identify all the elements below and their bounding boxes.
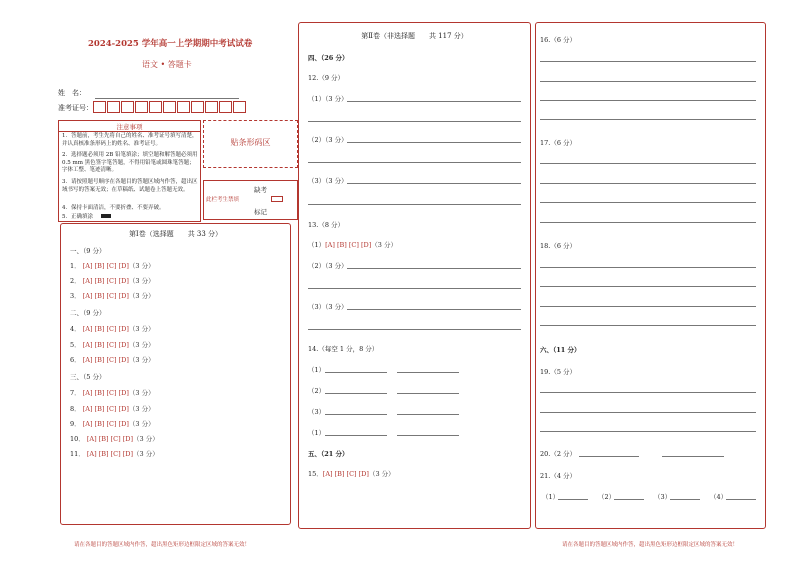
answer-line[interactable] — [540, 61, 756, 62]
sub-question-label: （3）（3 分） — [308, 177, 348, 185]
options[interactable]: [A] [B] [C] [D] — [82, 341, 129, 349]
notice-item: 1．答题前，考生先将自己的姓名、准考证号填写清楚，并认真核准条形码上的姓名、准考证号。 — [62, 133, 198, 147]
absent-top: 缺考 — [254, 186, 267, 194]
question-label: 16.（6 分） — [540, 36, 577, 44]
answer-line[interactable] — [540, 306, 756, 307]
q-num: 7． — [70, 389, 81, 397]
answer-line[interactable] — [540, 163, 756, 164]
question-label: 19.（5 分） — [540, 368, 577, 376]
answer-line[interactable] — [540, 183, 756, 184]
barcode-area — [203, 120, 298, 168]
score: （3 分） — [128, 405, 155, 413]
sub-question-label: （3） — [654, 493, 672, 501]
section-heading: 三、（5 分） — [70, 373, 106, 381]
id-box[interactable] — [121, 101, 134, 113]
answer-line[interactable] — [308, 329, 521, 330]
options[interactable]: [A] [B] [C] [D] — [82, 405, 129, 413]
part1-panel — [60, 223, 291, 525]
question-row[interactable] — [70, 291, 155, 300]
q-num: 10． — [70, 435, 85, 443]
sub-question-label: （2）（3 分） — [308, 136, 348, 144]
q-num: 6． — [70, 356, 81, 364]
question-row[interactable] — [70, 404, 155, 413]
options[interactable]: [A] [B] [C] [D] — [86, 450, 134, 458]
options[interactable]: [A] [B] [C] [D] — [86, 435, 134, 443]
notice-item: 4．保持卡面清洁，不要折叠、不要弄破。 — [62, 205, 165, 211]
id-box[interactable] — [177, 101, 190, 113]
sub-question-label: （4） — [710, 493, 728, 501]
question-label: 20.（2 分） — [540, 450, 577, 458]
q-num: 15． — [308, 470, 323, 478]
answer-line[interactable] — [540, 325, 756, 326]
score: （3 分） — [128, 277, 155, 285]
id-box[interactable] — [233, 101, 246, 113]
absent-label: 此栏考生禁填 — [206, 197, 240, 203]
answer-line[interactable] — [325, 393, 387, 394]
question-label: 13.（8 分） — [308, 221, 345, 229]
answer-line[interactable] — [397, 414, 459, 415]
answer-line[interactable] — [662, 456, 724, 457]
section-heading: 一、（9 分） — [70, 247, 106, 255]
notice-title: 注意事项 — [116, 123, 143, 131]
notice-item: 2．选择题必须用 2B 铅笔填涂；填空题和解答题必须用 0.5 mm 黑色签字笔答题，不得用铅笔或圆珠笔答题；字体工整、笔迹清晰。 — [62, 152, 198, 173]
answer-line[interactable] — [540, 100, 756, 101]
question-label: 12.（9 分） — [308, 74, 345, 82]
answer-line[interactable] — [308, 121, 521, 122]
sub-question-label: （2） — [308, 387, 326, 395]
q-num: 5． — [70, 341, 81, 349]
answer-line[interactable] — [325, 435, 387, 436]
id-box[interactable] — [219, 101, 232, 113]
question-row[interactable] — [70, 261, 155, 270]
answer-line[interactable] — [308, 288, 521, 289]
sub-question-label: （1） — [308, 429, 326, 437]
name-line[interactable] — [95, 98, 239, 99]
footer-warning: 请在各题目的答题区域内作答，超出黑色矩形边框限定区域的答案无效！ — [74, 542, 251, 548]
score: （3 分） — [128, 325, 155, 333]
options[interactable]: [A] [B] [C] [D] — [322, 470, 369, 478]
question-label: 17.（6 分） — [540, 139, 577, 147]
part2-panel — [298, 22, 531, 529]
part3-panel — [535, 22, 766, 529]
id-box[interactable] — [135, 101, 148, 113]
id-label: 准考证号： — [58, 104, 93, 112]
question-row[interactable] — [70, 340, 155, 349]
answer-line[interactable] — [540, 119, 756, 120]
answer-line[interactable] — [347, 142, 521, 143]
question-row[interactable] — [70, 434, 159, 443]
answer-line[interactable] — [540, 202, 756, 203]
question-row[interactable] — [70, 355, 155, 364]
notice-item: 3．请按照题号顺序在各题目的答题区域内作答，超出区域书写的答案无效；在草稿纸、试题卷上答题无效。 — [62, 179, 198, 193]
options[interactable]: [A] [B] [C] [D] — [82, 356, 129, 364]
question-row[interactable] — [308, 469, 395, 478]
answer-line[interactable] — [397, 435, 459, 436]
answer-line[interactable] — [540, 267, 756, 268]
answer-line[interactable] — [308, 204, 521, 205]
options[interactable]: [A] [B] [C] [D] — [82, 389, 129, 397]
answer-line[interactable] — [540, 431, 756, 432]
options[interactable]: [A] [B] [C] [D] — [82, 325, 129, 333]
footer-warning: 请在各题目的答题区域内作答，超出黑色矩形边框限定区域的答案无效！ — [562, 542, 739, 548]
answer-line[interactable] — [540, 392, 756, 393]
score: （3 分） — [133, 435, 159, 443]
answer-line[interactable] — [347, 309, 521, 310]
sub-question-label: （2） — [598, 493, 616, 501]
sub-question-label: （3）（3 分） — [308, 303, 348, 311]
exam-title: 2024-2025 学年高一上学期期中考试试卷 — [88, 39, 253, 49]
score: （3 分） — [128, 389, 155, 397]
barcode-label: 贴条形码区 — [230, 138, 271, 147]
sub-question-label: （2）（3 分） — [308, 262, 348, 270]
answer-line[interactable] — [347, 101, 521, 102]
score: （3 分） — [128, 341, 155, 349]
answer-line[interactable] — [614, 499, 644, 500]
answer-line[interactable] — [540, 222, 756, 223]
q-num: 2． — [70, 277, 81, 285]
id-box[interactable] — [93, 101, 106, 113]
part2-title: 第Ⅱ卷（非选择题 共 117 分） — [361, 32, 468, 40]
question-row[interactable] — [70, 419, 155, 428]
answer-line[interactable] — [558, 499, 588, 500]
filled-mark-sample — [101, 214, 111, 218]
score: （3 分） — [128, 292, 155, 300]
id-box[interactable] — [205, 101, 218, 113]
answer-line[interactable] — [540, 81, 756, 82]
question-label: 14.（每空 1 分，8 分） — [308, 345, 379, 353]
answer-line[interactable] — [397, 393, 459, 394]
options[interactable]: [A] [B] [C] [D] — [82, 292, 129, 300]
section-heading: 六、（11 分） — [540, 346, 581, 354]
id-box[interactable] — [107, 101, 120, 113]
id-box[interactable] — [149, 101, 162, 113]
score: （3 分） — [128, 356, 155, 364]
options[interactable]: [A] [B] [C] [D] — [325, 241, 372, 249]
answer-line[interactable] — [325, 372, 387, 373]
question-row[interactable] — [70, 276, 155, 285]
question-row[interactable] — [70, 388, 155, 397]
name-label: 姓 名： — [58, 89, 86, 97]
id-box[interactable] — [191, 101, 204, 113]
q-num: 8． — [70, 405, 81, 413]
q-num: （1） — [308, 241, 326, 249]
answer-line[interactable] — [347, 183, 521, 184]
score: （3 分） — [368, 470, 395, 478]
part1-title: 第Ⅰ卷（选择题 共 33 分） — [128, 230, 223, 238]
question-row[interactable] — [308, 240, 397, 249]
answer-line[interactable] — [670, 499, 700, 500]
score: （3 分） — [371, 241, 397, 249]
answer-line[interactable] — [540, 412, 756, 413]
q-num: 3． — [70, 292, 81, 300]
notice-box — [58, 120, 201, 222]
answer-line[interactable] — [308, 162, 521, 163]
answer-line[interactable] — [325, 414, 387, 415]
question-row[interactable] — [70, 324, 155, 333]
sub-question-label: （1）（3 分） — [308, 95, 348, 103]
options[interactable]: [A] [B] [C] [D] — [82, 277, 129, 285]
score: （3 分） — [128, 420, 155, 428]
section-heading: 四、（26 分） — [308, 54, 349, 62]
score: （3 分） — [128, 262, 155, 270]
notice-item: 5．正确填涂 — [62, 214, 93, 220]
answer-line[interactable] — [347, 268, 521, 269]
id-box[interactable] — [163, 101, 176, 113]
sub-question-label: （1） — [308, 366, 326, 374]
answer-line[interactable] — [397, 372, 459, 373]
q-num: 9． — [70, 420, 81, 428]
sub-question-label: （1） — [542, 493, 560, 501]
answer-line[interactable] — [540, 286, 756, 287]
section-heading: 五、（21 分） — [308, 450, 349, 458]
question-label: 21.（4 分） — [540, 472, 577, 480]
answer-line[interactable] — [579, 456, 639, 457]
absent-bottom: 标记 — [254, 208, 267, 216]
answer-line[interactable] — [726, 499, 756, 500]
sub-question-label: （3） — [308, 408, 326, 416]
q-num: 1． — [70, 262, 81, 270]
absent-box — [203, 180, 298, 220]
question-row[interactable] — [70, 449, 159, 458]
section-heading: 二、（9 分） — [70, 309, 106, 317]
question-label: 18.（6 分） — [540, 242, 577, 250]
options[interactable]: [A] [B] [C] [D] — [82, 262, 129, 270]
options[interactable]: [A] [B] [C] [D] — [82, 420, 129, 428]
score: （3 分） — [133, 450, 159, 458]
q-num: 11． — [70, 450, 85, 458]
q-num: 4． — [70, 325, 81, 333]
exam-subtitle: 语文 • 答题卡 — [142, 60, 192, 69]
absent-checkbox[interactable] — [271, 196, 283, 202]
